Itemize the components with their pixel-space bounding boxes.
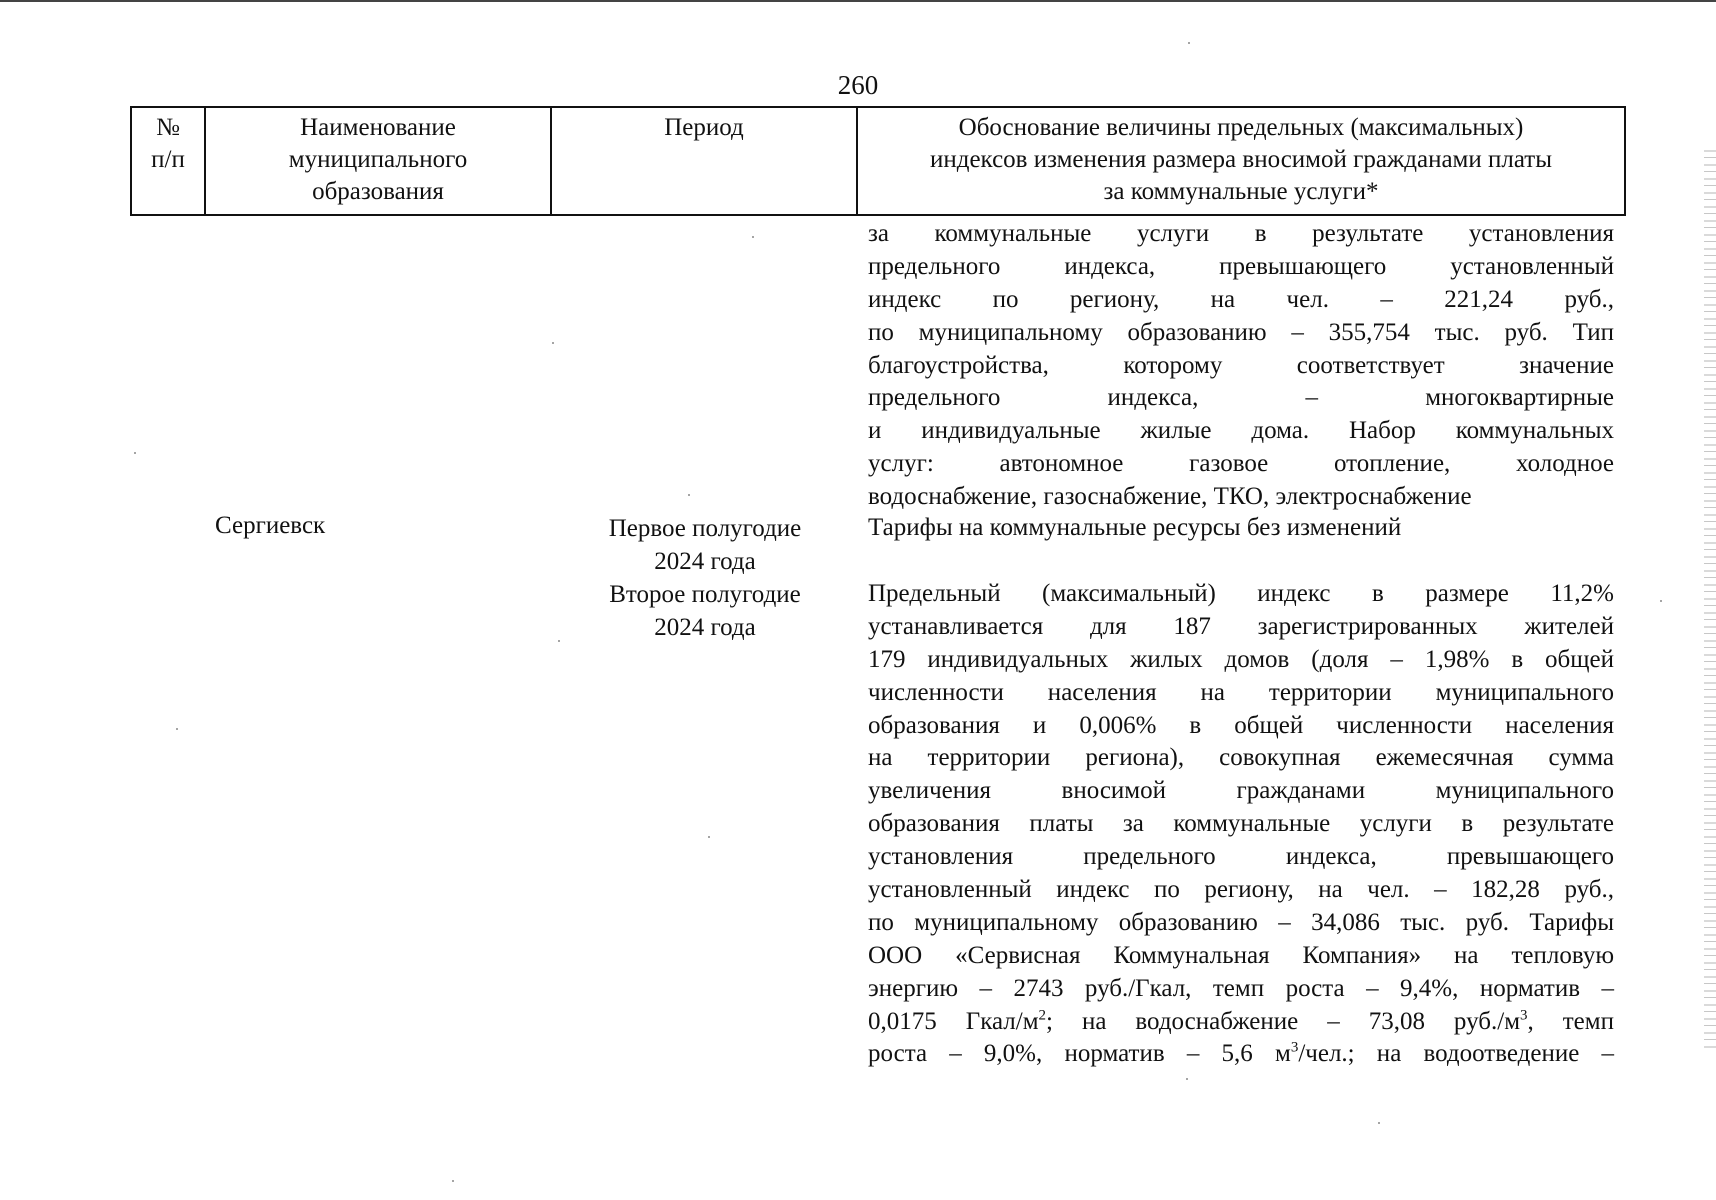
scan-speck — [552, 342, 554, 344]
text-line: за коммунальные услуги в результате установления — [868, 220, 1614, 247]
scan-speck — [708, 836, 710, 838]
text-line: по муниципальному образованию – 355,754 тыс. руб. Тип — [868, 318, 1614, 346]
text-line: энергию – 2743 руб./Гкал, темп роста – 9,4%, норматив – — [868, 974, 1614, 1002]
text-line: ООО «Сервисная Коммунальная Компания» на тепловую — [868, 941, 1614, 969]
header-text: Период — [664, 114, 744, 141]
period-text: 2024 года — [654, 614, 756, 641]
scan-speck — [1378, 1122, 1380, 1124]
text-line: образования платы за коммунальные услуги в результате — [868, 810, 1614, 838]
text-fragment: роста – 9,0%, норматив – 5,6 м — [868, 1040, 1291, 1068]
text-line: 179 индивидуальных жилых домов (доля – 1,98% в общей — [868, 645, 1614, 673]
scan-speck — [452, 1180, 454, 1182]
scan-speck — [558, 640, 560, 642]
header-text: за коммунальные услуги* — [1103, 178, 1379, 205]
superscript: 3 — [1290, 1040, 1299, 1057]
scan-speck — [1186, 1078, 1188, 1080]
text-line: установления предельного индекса, превышающего — [868, 843, 1614, 871]
text-line: услуг: автономное газовое отопление, холодное — [868, 450, 1614, 478]
superscript: 3 — [1520, 1007, 1528, 1024]
header-text: Обоснование величины предельных (максимальных) — [958, 114, 1524, 141]
header-cell-number — [132, 108, 204, 214]
period-second-half-justification — [868, 578, 1614, 1071]
scan-speck — [134, 452, 136, 454]
text-line — [868, 1038, 1614, 1071]
scan-speck — [752, 236, 754, 238]
municipality-name: Сергиевск — [215, 512, 326, 539]
text-line: благоустройства, которому соответствует значение — [868, 351, 1614, 379]
text-line: водоснабжение, газоснабжение, ТКО, электроснабжение — [868, 483, 1472, 511]
header-cell-municipality — [204, 108, 550, 214]
header-text: № — [156, 114, 180, 141]
scan-speck — [1188, 42, 1190, 44]
header-text: Наименование — [300, 114, 456, 141]
table-header — [130, 106, 1626, 216]
text-line: увеличения вносимой гражданами муниципального — [868, 777, 1614, 805]
scan-top-edge — [0, 0, 1716, 2]
text-line: численности населения на территории муниципального — [868, 678, 1614, 706]
text-line: по муниципальному образованию – 34,086 тыс. руб. Тарифы — [868, 908, 1614, 936]
text-fragment: ; на водоснабжение – 73,08 руб./м — [1046, 1007, 1521, 1035]
text-line: устанавливается для 187 зарегистрированных жителей — [868, 612, 1614, 640]
header-cell-justification — [856, 108, 1624, 214]
text-line: Тарифы на коммунальные ресурсы без изменений — [868, 514, 1402, 541]
text-fragment: /чел.; на водоотведение – — [1298, 1040, 1614, 1068]
header-text: индексов изменения размера вносимой гражданами платы — [929, 146, 1553, 173]
header-text: п/п — [151, 146, 185, 173]
text-line: Предельный (максимальный) индекс в размере 11,2% — [868, 580, 1614, 607]
period-text: Первое полугодие — [608, 515, 802, 542]
page-number: 260 — [837, 70, 879, 100]
text-line — [868, 1006, 1614, 1039]
scan-speck — [1660, 600, 1662, 602]
period-second-half — [560, 578, 850, 644]
scan-speck — [176, 728, 178, 730]
header-text: муниципального — [288, 146, 468, 173]
superscript: 2 — [1038, 1007, 1047, 1024]
period-text: 2024 года — [654, 548, 756, 575]
continuation-paragraph — [868, 218, 1614, 514]
text-line: предельного индекса, превышающего установленный — [868, 252, 1614, 280]
header-text: образования — [312, 178, 444, 205]
period-first-half-justification — [868, 512, 1614, 545]
text-line: образования и 0,006% в общей численности населения — [868, 711, 1614, 739]
text-fragment: , темп — [1527, 1007, 1614, 1035]
scan-speck — [688, 494, 690, 496]
scan-right-edge-noise — [1704, 150, 1716, 1050]
period-text: Второе полугодие — [609, 581, 801, 608]
text-line: индекс по региону, на чел. – 221,24 руб., — [868, 285, 1614, 313]
text-line: предельного индекса, – многоквартирные — [868, 384, 1614, 412]
period-first-half — [560, 512, 850, 578]
header-cell-period — [550, 108, 856, 214]
text-line: на территории региона), совокупная ежемесячная сумма — [868, 744, 1614, 772]
text-line: и индивидуальные жилые дома. Набор коммунальных — [868, 417, 1614, 445]
text-fragment: 0,0175 Гкал/м — [868, 1007, 1039, 1035]
text-line: установленный индекс по региону, на чел. – 182,28 руб., — [868, 876, 1614, 904]
